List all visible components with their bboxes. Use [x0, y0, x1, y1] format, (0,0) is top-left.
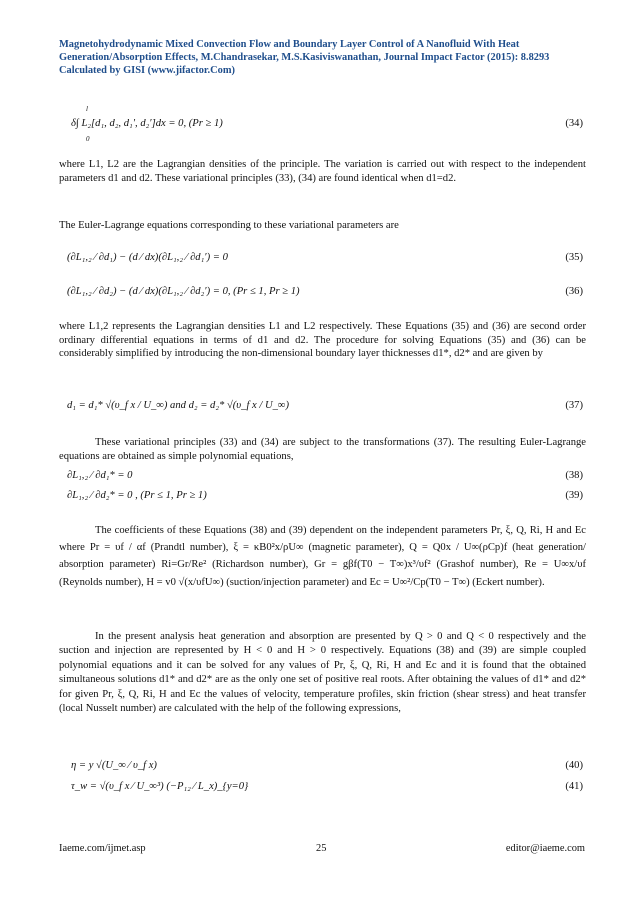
integral-lower-limit: 0: [86, 135, 90, 143]
equation-number: (38): [565, 470, 583, 481]
header-line-3: Calculated by GISI (www.jifactor.Com): [59, 65, 235, 77]
paragraph: where L1, L2 are the Lagrangian densities of the principle. The variation is carried out with respect to the independent parameters d1 and d2. These variational principles (33), (34) are found identical when d1=d2.: [59, 159, 586, 184]
equation-expression: (∂L₁,₂ ⁄ ∂d₂) − (d ⁄ dx)(∂L₁,₂ ⁄ ∂d₂′) = 0, (Pr ≤ 1, Pr ≥ 1): [67, 286, 300, 297]
equation-number: (35): [565, 252, 583, 263]
equation-35: [59, 252, 586, 268]
equation-expression: d₁ = d₁* √(υ_f x / U_∞) and d₂ = d₂* √(υ_f x / U_∞): [67, 400, 290, 411]
equation-number: (39): [565, 490, 583, 501]
equation-38: [59, 470, 586, 486]
footer-website: Iaeme.com/ijmet.asp: [59, 843, 146, 854]
header-line-2: Generation/Absorption Effects, M.Chandrasekar, M.S.Kasiviswanathan, Journal Impact Factor (2015): 8.8293: [59, 52, 550, 64]
paragraph: These variational principles (33) and (34) are subject to the transformations (37). The resulting Euler-Lagrange equations are obtained as simple polynomial equations,: [59, 437, 586, 462]
equation-41: [59, 781, 586, 797]
equation-expression: τ_w = √(υ_f x ⁄ U_∞³) (−P₁₂ ⁄ L_x)_{y=0}: [71, 781, 249, 792]
equation-37: [59, 400, 586, 416]
equation-expression: δ∫ L₂[d₁, d₂, d₁′, d₂′]dx = 0, (Pr ≥ 1): [71, 118, 223, 129]
footer-email: editor@iaeme.com: [505, 843, 585, 854]
equation-34: [59, 105, 586, 143]
page-number: 25: [316, 843, 327, 854]
equation-number: (40): [565, 760, 583, 771]
equation-39: [59, 490, 586, 506]
equation-expression: (∂L₁,₂ ⁄ ∂d₁) − (d ⁄ dx)(∂L₁,₂ ⁄ ∂d₁′) = 0: [67, 252, 228, 263]
equation-40: [59, 760, 586, 776]
equation-number: (41): [565, 781, 583, 792]
running-header: [59, 38, 587, 78]
equation-number: (34): [565, 118, 583, 129]
integral-upper-limit: l: [86, 105, 88, 113]
equation-expression: ∂L₁,₂ ⁄ ∂d₂* = 0 , (Pr ≤ 1, Pr ≥ 1): [67, 490, 207, 501]
header-line-1: Magnetohydrodynamic Mixed Convection Flow and Boundary Layer Control of A Nanofluid With Heat: [59, 39, 520, 50]
paragraph: The Euler-Lagrange equations corresponding to these variational parameters are: [59, 220, 399, 231]
equation-expression: ∂L₁,₂ ⁄ ∂d₁* = 0: [67, 470, 133, 481]
paragraph: The coefficients of these Equations (38) and (39) dependent on the independent parameters Pr, ξ, Q, Ri, H and Ec where Pr = υf / αf (Prandtl number), ξ = κB0²x/ρU∞ (magnetic parameter), Q = Q0x / U∞(ρCp)f (heat generation/ absorption parameter) Ri=Gr/Re² (Richardson number), Gr = gβf(T0 − T∞)x³/υf² (Grashof number), Re = U∞x/υf (Reynolds number), H = v0 √(x/υfU∞) (suction/injection parameter) and Ec = U∞²/Cp(T0 − T∞) (Eckert number).: [59, 525, 586, 588]
equation-number: (37): [565, 400, 583, 411]
paragraph: where L1,2 represents the Lagrangian densities L1 and L2 respectively. These Equations (35) and (36) are second order ordinary differential equations in terms of d1 and d2. The procedure for solving Equations (35) and (36) can be considerably simplified by introducing the non-dimensional boundary layer thicknesses d1*, d2* and are given by: [59, 321, 586, 360]
equation-36: [59, 286, 586, 302]
equation-expression: η = y √(U_∞ ⁄ υ_f x): [71, 760, 157, 771]
equation-number: (36): [565, 286, 583, 297]
paragraph: In the present analysis heat generation and absorption are presented by Q > 0 and Q < 0 respectively and the suction and injection are represented by H < 0 and H > 0 respectively. Equations (38) and (39) are simple coupled polynomial equations and it can be solved for any values of Pr, ξ, Q, Ri, H and Ec and it is found that the obtained simultaneous solutions d1* and d2* are as the only one set of positive real roots. After obtaining the values of d1* and d2* for given Pr, ξ, Q, Ri, H and Ec the values of velocity, temperature profiles, skin friction (shear stress) and heat transfer (local Nusselt number) are calculated with the help of the following expressions,: [59, 631, 586, 715]
